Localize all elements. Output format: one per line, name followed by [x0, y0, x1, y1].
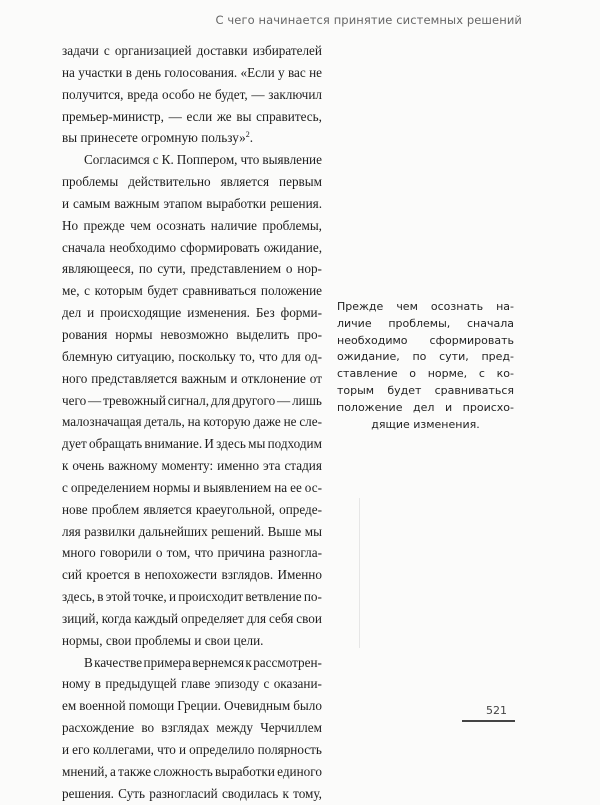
- word: и: [193, 479, 201, 495]
- word: говорили: [99, 545, 152, 561]
- pull-quote-line: [337, 383, 514, 400]
- word: решений.: [211, 523, 265, 539]
- word: также: [118, 763, 152, 779]
- word: отклонение: [241, 370, 306, 386]
- word: именно: [217, 458, 260, 474]
- word: Очевидным: [223, 698, 291, 714]
- pull-quote-line: [337, 333, 514, 350]
- word: чего: [62, 392, 87, 408]
- text-line: [62, 564, 322, 586]
- word: разногла-: [269, 545, 322, 561]
- word: к: [245, 654, 252, 670]
- word: нове: [62, 501, 88, 517]
- pull-quote-line: [337, 299, 514, 316]
- word: с: [263, 676, 270, 692]
- text-line: [62, 258, 322, 280]
- word: изменения.: [187, 305, 250, 321]
- word: выработки: [206, 195, 267, 211]
- word: Согласимся: [84, 152, 150, 168]
- word: важным: [114, 195, 160, 211]
- word: от: [309, 370, 322, 386]
- word: ожидание,: [263, 239, 322, 255]
- word: на-: [496, 300, 514, 313]
- word: не: [309, 64, 322, 80]
- word: примера: [143, 654, 191, 670]
- word: вас: [287, 64, 306, 80]
- word: малозначащая: [62, 414, 142, 430]
- word: ее: [290, 479, 302, 495]
- word: а: [109, 763, 116, 779]
- word: зиций,: [62, 610, 99, 626]
- word: на: [187, 414, 201, 430]
- text-line: [62, 193, 322, 215]
- word: Суть: [118, 785, 146, 801]
- word: ожидание,: [337, 350, 400, 364]
- word: необходимо: [337, 333, 408, 347]
- word: на: [274, 479, 288, 495]
- word: у: [278, 64, 285, 80]
- word: предыдущей: [105, 676, 177, 692]
- word: что: [240, 152, 260, 168]
- word: взглядах: [161, 720, 210, 736]
- word: развилки: [84, 523, 136, 539]
- word: чем: [396, 300, 418, 313]
- word: справитесь,: [256, 108, 322, 124]
- column-divider: [359, 498, 360, 648]
- word: Поппером,: [176, 152, 238, 168]
- word: моменту:: [161, 458, 214, 474]
- word: сначала: [62, 239, 106, 255]
- word: о: [285, 261, 293, 277]
- word: ем: [62, 698, 77, 714]
- word: непохожести: [144, 567, 218, 583]
- word: доставки: [196, 43, 248, 58]
- word: во: [141, 720, 155, 736]
- word: мы: [248, 436, 266, 452]
- word: день: [135, 64, 161, 80]
- word: первым: [279, 174, 322, 190]
- word: проблемы,: [388, 316, 451, 330]
- word: другого: [232, 392, 276, 408]
- word: И: [204, 436, 214, 452]
- word: определением: [70, 479, 151, 495]
- word: необходимо: [109, 239, 177, 255]
- text-line: [62, 477, 322, 499]
- word: происходящие: [100, 305, 182, 321]
- pull-quote-line: [337, 400, 514, 417]
- word: полярность: [257, 742, 322, 757]
- word: организацией: [114, 43, 192, 58]
- word: обращать: [88, 436, 143, 452]
- text-line: [62, 652, 322, 674]
- word: главе: [181, 676, 211, 692]
- word: выработки: [215, 763, 275, 779]
- word: точке,: [132, 589, 167, 605]
- word: Черчиллем: [260, 720, 322, 736]
- word: получится,: [62, 86, 124, 102]
- word: когда: [101, 610, 132, 626]
- word: чем: [130, 217, 151, 233]
- word: деталь,: [144, 414, 185, 430]
- word: сути,: [439, 350, 469, 364]
- word: кроется: [86, 567, 130, 583]
- main-text: [62, 40, 322, 805]
- text-line: [62, 106, 322, 128]
- word: будет: [147, 283, 178, 299]
- word: мнений,: [62, 763, 108, 779]
- text-line: [62, 499, 322, 521]
- word: выявление: [262, 152, 322, 168]
- word: является: [143, 501, 192, 517]
- word: если: [186, 108, 213, 124]
- text-line: [62, 521, 322, 543]
- word: ос-: [304, 479, 322, 495]
- word: с: [103, 43, 110, 58]
- word: определило: [189, 742, 255, 757]
- word: с: [62, 479, 68, 495]
- word: его: [72, 742, 90, 757]
- word: подходим: [267, 436, 322, 452]
- text-line: [62, 586, 322, 608]
- word: расхождение: [62, 720, 135, 736]
- word: краеугольной,: [195, 501, 275, 517]
- word: опреде-: [279, 501, 322, 517]
- word: очень: [72, 458, 105, 474]
- word: для: [246, 610, 267, 626]
- folio-rule: [462, 720, 515, 722]
- word: причина: [217, 545, 265, 561]
- word: по-: [303, 589, 322, 605]
- word: премьер-министр,: [62, 108, 164, 124]
- text-line: [62, 149, 322, 171]
- word: избирателей: [252, 43, 322, 58]
- word: на: [62, 64, 75, 80]
- word: личие: [337, 316, 372, 330]
- word: важным: [181, 370, 227, 386]
- word: сводилась: [221, 785, 279, 801]
- word: особо: [162, 86, 195, 102]
- word: к: [282, 785, 289, 801]
- word: наличие: [210, 217, 257, 233]
- word: этой: [105, 589, 131, 605]
- word: К.: [161, 152, 174, 168]
- pull-quote-line: [337, 349, 514, 366]
- word: эпизоду: [214, 676, 260, 692]
- word: рования: [62, 326, 108, 342]
- word: поскольку: [178, 348, 236, 364]
- word: сложность: [153, 763, 213, 779]
- word: самым: [72, 195, 111, 211]
- word: нор-: [297, 261, 322, 277]
- word: вернемся: [192, 654, 245, 670]
- word: тому,: [293, 785, 322, 801]
- word: качестве: [94, 654, 143, 670]
- word: взглядов.: [221, 567, 274, 583]
- word: Без: [255, 305, 275, 321]
- word: с: [84, 283, 90, 299]
- word: лишь: [292, 392, 322, 408]
- word: вы: [236, 108, 252, 124]
- text-line: нормы, свои проблемы и свои цели.: [62, 632, 264, 648]
- word: ляя: [62, 523, 81, 539]
- word: представляется: [91, 370, 178, 386]
- word: выделить: [236, 326, 290, 342]
- word: будет: [387, 383, 422, 397]
- page-number: 521: [486, 704, 507, 717]
- word: много: [62, 545, 96, 561]
- word: и: [230, 370, 238, 386]
- word: было: [293, 698, 322, 714]
- word: представлением: [190, 261, 282, 277]
- text-line: [62, 215, 322, 237]
- word: что: [194, 545, 214, 561]
- word: положение: [260, 283, 322, 299]
- word: «Если: [240, 64, 275, 80]
- word: же: [216, 108, 232, 124]
- pull-quote-line: [337, 366, 514, 383]
- word: о: [409, 367, 417, 381]
- word: являющееся,: [62, 261, 135, 277]
- word: дальнейших: [138, 523, 208, 539]
- word: о: [155, 545, 163, 561]
- word: про-: [297, 326, 322, 342]
- word: в: [134, 567, 141, 583]
- text-line: [62, 695, 322, 717]
- word: Греции.: [177, 698, 221, 714]
- word: участки: [78, 64, 123, 80]
- word: что: [157, 742, 176, 757]
- word: в: [125, 64, 133, 80]
- text-line: [62, 761, 322, 783]
- text-line: [62, 84, 322, 106]
- word: единого: [277, 763, 322, 779]
- text-line: [62, 673, 322, 695]
- word: осознать: [156, 217, 206, 233]
- word: не: [198, 86, 212, 102]
- pull-quote: [337, 299, 514, 433]
- word: дует: [62, 436, 87, 452]
- word: дел: [62, 305, 82, 321]
- word: ному: [62, 676, 91, 692]
- word: сравниваться: [434, 383, 514, 397]
- footnote-marker[interactable]: 2: [245, 130, 250, 140]
- word: —: [168, 108, 182, 124]
- text-line: [62, 302, 322, 324]
- text-line: [62, 455, 322, 477]
- word: сути,: [157, 261, 186, 277]
- word: для: [210, 392, 231, 408]
- word: является: [220, 174, 270, 190]
- word: оказани-: [273, 676, 322, 692]
- text-line: [62, 433, 322, 455]
- word: Именно: [277, 567, 322, 583]
- word: ного: [62, 370, 88, 386]
- word: себя: [269, 610, 294, 626]
- word: по: [138, 261, 153, 277]
- word: невозможно: [160, 326, 229, 342]
- text-line: [62, 171, 322, 193]
- text-line: [62, 324, 322, 346]
- footnote-period: .: [249, 130, 254, 146]
- word: блемную: [62, 348, 113, 364]
- text-line: [62, 542, 322, 564]
- word: —: [277, 392, 291, 408]
- word: эта: [263, 458, 281, 474]
- word: прежде: [83, 217, 125, 233]
- text-line: [62, 127, 322, 149]
- word: разногласий: [149, 785, 218, 801]
- text-line: [62, 717, 322, 739]
- word: по: [412, 350, 427, 364]
- word: и: [444, 400, 453, 414]
- word: задачи: [62, 43, 99, 58]
- word: каждый: [134, 610, 179, 626]
- word: проблемы: [62, 174, 119, 190]
- word: помощи: [128, 698, 175, 714]
- running-head: С чего начинается принятие системных решений: [215, 13, 522, 27]
- word: рассмотрен-: [253, 654, 322, 670]
- pull-quote-line: [337, 316, 514, 333]
- word: коллегами,: [92, 742, 154, 757]
- word: нормы: [153, 479, 191, 495]
- word: дел: [413, 400, 435, 414]
- word: между: [216, 720, 254, 736]
- word: —: [251, 86, 265, 102]
- word: ко-: [496, 367, 514, 381]
- text-line: [62, 280, 322, 302]
- word: этапом: [163, 195, 203, 211]
- word: форми-: [280, 305, 322, 321]
- word: действительно: [128, 174, 211, 190]
- word: Прежде: [337, 300, 384, 313]
- word: происхо-: [462, 400, 514, 414]
- pull-quote-line: дящие изменения.: [371, 417, 480, 431]
- word: даже: [253, 414, 281, 430]
- text-line: [62, 608, 322, 630]
- word: военной: [79, 698, 126, 714]
- word: то,: [239, 348, 256, 364]
- text-line: [62, 411, 322, 433]
- word: в: [94, 676, 101, 692]
- word: заключил: [268, 86, 322, 102]
- word: выявлением: [203, 479, 272, 495]
- word: ветвление: [245, 589, 302, 605]
- word: и: [62, 195, 70, 211]
- word: ситуацию,: [116, 348, 175, 364]
- word: и: [87, 305, 95, 321]
- word: голосования.: [164, 64, 238, 80]
- word: сигнал,: [167, 392, 210, 408]
- text-line: [62, 237, 322, 259]
- text-line: [62, 368, 322, 390]
- word: тревожный: [103, 392, 166, 408]
- text-line: [62, 40, 322, 62]
- word: ставление: [337, 367, 398, 381]
- text-line: [62, 62, 322, 84]
- word: проблемы,: [262, 217, 322, 233]
- word: определяет: [181, 610, 244, 626]
- word: происходит: [178, 589, 244, 605]
- quote-ending: вы принесете огромную пользу»$^2$.: [62, 127, 253, 149]
- word: внимание.: [144, 436, 203, 452]
- word: с: [478, 367, 485, 381]
- text-line: [62, 783, 322, 805]
- word: норме,: [427, 367, 468, 381]
- word: вреда: [127, 86, 159, 102]
- word: мы: [304, 523, 322, 539]
- word: нормы: [115, 326, 153, 342]
- word: здесь,: [62, 589, 96, 605]
- word: сформировать: [180, 239, 260, 255]
- word: что: [258, 348, 278, 364]
- word: которую: [203, 414, 251, 430]
- word: Но: [62, 217, 79, 233]
- word: ме,: [62, 283, 80, 299]
- word: с: [152, 152, 159, 168]
- word: которым: [94, 283, 143, 299]
- word: для: [281, 348, 301, 364]
- word: торым: [337, 383, 375, 397]
- word: и: [179, 742, 187, 757]
- word: к: [62, 458, 69, 474]
- word: и: [62, 742, 70, 757]
- word: од-: [304, 348, 322, 364]
- word: сравниваться: [182, 283, 257, 299]
- word: будет,: [215, 86, 248, 102]
- word: сий: [62, 567, 82, 583]
- word: сле-: [299, 414, 322, 430]
- word: пред-: [481, 350, 514, 364]
- word: стадия: [284, 458, 322, 474]
- word: сначала: [466, 316, 514, 330]
- word: решения.: [62, 785, 114, 801]
- text-line: [62, 346, 322, 368]
- word: сформировать: [429, 333, 514, 347]
- word: в: [97, 589, 104, 605]
- word: —: [88, 392, 102, 408]
- word: и: [168, 589, 176, 605]
- word: осознать: [430, 300, 484, 313]
- word: здесь: [216, 436, 246, 452]
- text-line: [62, 390, 322, 412]
- word: важному: [108, 458, 158, 474]
- word: не: [283, 414, 297, 430]
- word: решения.: [270, 195, 322, 211]
- word: Выше: [267, 523, 302, 539]
- word: проблем: [91, 501, 140, 517]
- word: положение: [337, 400, 403, 414]
- word: том,: [166, 545, 191, 561]
- word: свои: [296, 610, 322, 626]
- word: В: [84, 654, 93, 670]
